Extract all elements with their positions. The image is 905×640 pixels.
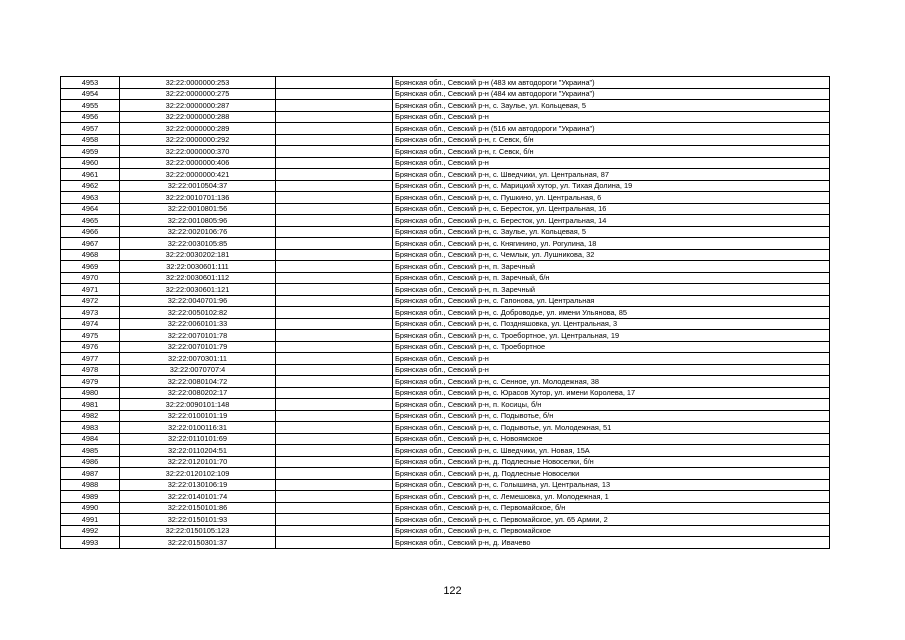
address-cell: Брянская обл., Севский р-н (393, 353, 830, 365)
table-row (61, 284, 830, 296)
table-row (61, 376, 830, 388)
cadastral-number-cell: 32:22:0010801:56 (120, 203, 276, 215)
table-row (61, 226, 830, 238)
cadastral-number-cell: 32:22:0000000:287 (120, 100, 276, 112)
cadastral-number-cell: 32:22:0010805:96 (120, 215, 276, 227)
address-cell: Брянская обл., Севский р-н, г. Севск, б/н (393, 146, 830, 158)
table-row (61, 525, 830, 537)
cadastral-number-cell: 32:22:0070101:78 (120, 330, 276, 342)
empty-cell (276, 353, 393, 365)
cadastral-number-cell: 32:22:0150101:93 (120, 514, 276, 526)
cadastral-number-cell: 32:22:0000000:253 (120, 77, 276, 89)
empty-cell (276, 387, 393, 399)
row-number-cell: 4968 (61, 249, 120, 261)
table-row (61, 422, 830, 434)
empty-cell (276, 537, 393, 549)
empty-cell (276, 146, 393, 158)
address-cell: Брянская обл., Севский р-н (393, 111, 830, 123)
row-number-cell: 4980 (61, 387, 120, 399)
table-row (61, 502, 830, 514)
table-row (61, 399, 830, 411)
table-row (61, 307, 830, 319)
cadastral-number-cell: 32:22:0000000:406 (120, 157, 276, 169)
row-number-cell: 4977 (61, 353, 120, 365)
cadastral-number-cell: 32:22:0030601:111 (120, 261, 276, 273)
registry-table (60, 76, 830, 549)
address-cell: Брянская обл., Севский р-н, с. Гапонова, ул. Центральная (393, 295, 830, 307)
address-cell: Брянская обл., Севский р-н, с. Чемлык, ул. Лушникова, 32 (393, 249, 830, 261)
cadastral-number-cell: 32:22:0130106:19 (120, 479, 276, 491)
row-number-cell: 4982 (61, 410, 120, 422)
row-number-cell: 4957 (61, 123, 120, 135)
empty-cell (276, 364, 393, 376)
table-row (61, 203, 830, 215)
cadastral-number-cell: 32:22:0020106:76 (120, 226, 276, 238)
address-cell: Брянская обл., Севский р-н, с. Юрасов Хутор, ул. имени Королева, 17 (393, 387, 830, 399)
cadastral-number-cell: 32:22:0150301:37 (120, 537, 276, 549)
empty-cell (276, 134, 393, 146)
table-row (61, 491, 830, 503)
table-row (61, 445, 830, 457)
table-row (61, 146, 830, 158)
empty-cell (276, 445, 393, 457)
address-cell: Брянская обл., Севский р-н, с. Сенное, ул. Молодежная, 38 (393, 376, 830, 388)
table-row (61, 341, 830, 353)
address-cell: Брянская обл., Севский р-н, п. Заречный (393, 261, 830, 273)
empty-cell (276, 100, 393, 112)
table-row (61, 514, 830, 526)
table-row (61, 433, 830, 445)
address-cell: Брянская обл., Севский р-н, п. Заречный (393, 284, 830, 296)
empty-cell (276, 111, 393, 123)
row-number-cell: 4965 (61, 215, 120, 227)
table-row (61, 295, 830, 307)
row-number-cell: 4991 (61, 514, 120, 526)
cadastral-number-cell: 32:22:0000000:289 (120, 123, 276, 135)
address-cell: Брянская обл., Севский р-н, д. Подлесные Новоселки, б/н (393, 456, 830, 468)
empty-cell (276, 479, 393, 491)
table-row (61, 134, 830, 146)
empty-cell (276, 123, 393, 135)
empty-cell (276, 433, 393, 445)
empty-cell (276, 491, 393, 503)
row-number-cell: 4971 (61, 284, 120, 296)
row-number-cell: 4988 (61, 479, 120, 491)
row-number-cell: 4959 (61, 146, 120, 158)
cadastral-number-cell: 32:22:0000000:288 (120, 111, 276, 123)
address-cell: Брянская обл., Севский р-н, с. Лемешовка, ул. Молодежная, 1 (393, 491, 830, 503)
row-number-cell: 4990 (61, 502, 120, 514)
address-cell: Брянская обл., Севский р-н, с. Новоямское (393, 433, 830, 445)
empty-cell (276, 261, 393, 273)
empty-cell (276, 88, 393, 100)
empty-cell (276, 249, 393, 261)
empty-cell (276, 514, 393, 526)
row-number-cell: 4961 (61, 169, 120, 181)
empty-cell (276, 307, 393, 319)
empty-cell (276, 341, 393, 353)
cadastral-number-cell: 32:22:0120102:109 (120, 468, 276, 480)
cadastral-number-cell: 32:22:0120101:70 (120, 456, 276, 468)
address-cell: Брянская обл., Севский р-н (393, 364, 830, 376)
table-row (61, 261, 830, 273)
address-cell: Брянская обл., Севский р-н, с. Первомайское, б/н (393, 502, 830, 514)
row-number-cell: 4981 (61, 399, 120, 411)
table-row (61, 479, 830, 491)
table-row (61, 272, 830, 284)
cadastral-number-cell: 32:22:0030601:112 (120, 272, 276, 284)
address-cell: Брянская обл., Севский р-н, с. Шведчики, ул. Новая, 15А (393, 445, 830, 457)
empty-cell (276, 203, 393, 215)
table-row (61, 88, 830, 100)
cadastral-number-cell: 32:22:0140101:74 (120, 491, 276, 503)
cadastral-number-cell: 32:22:0040701:96 (120, 295, 276, 307)
address-cell: Брянская обл., Севский р-н, п. Косицы, б/н (393, 399, 830, 411)
row-number-cell: 4987 (61, 468, 120, 480)
table-row (61, 192, 830, 204)
row-number-cell: 4984 (61, 433, 120, 445)
cadastral-number-cell: 32:22:0110101:69 (120, 433, 276, 445)
table-row (61, 77, 830, 89)
row-number-cell: 4975 (61, 330, 120, 342)
cadastral-number-cell: 32:22:0090101:148 (120, 399, 276, 411)
cadastral-number-cell: 32:22:0030105:85 (120, 238, 276, 250)
empty-cell (276, 468, 393, 480)
table-row (61, 468, 830, 480)
table-row (61, 387, 830, 399)
address-cell: Брянская обл., Севский р-н, с. Пушкино, ул. Центральная, 6 (393, 192, 830, 204)
row-number-cell: 4962 (61, 180, 120, 192)
table-row (61, 111, 830, 123)
cadastral-number-cell: 32:22:0000000:370 (120, 146, 276, 158)
empty-cell (276, 422, 393, 434)
cadastral-number-cell: 32:22:0080202:17 (120, 387, 276, 399)
cadastral-number-cell: 32:22:0070301:11 (120, 353, 276, 365)
empty-cell (276, 399, 393, 411)
empty-cell (276, 330, 393, 342)
registry-table-body (61, 77, 830, 549)
empty-cell (276, 157, 393, 169)
address-cell: Брянская обл., Севский р-н, с. Голышина, ул. Центральная, 13 (393, 479, 830, 491)
table-row (61, 330, 830, 342)
cadastral-number-cell: 32:22:0100116:31 (120, 422, 276, 434)
table-row (61, 318, 830, 330)
empty-cell (276, 318, 393, 330)
row-number-cell: 4983 (61, 422, 120, 434)
address-cell: Брянская обл., Севский р-н, д. Подлесные Новоселки (393, 468, 830, 480)
table-row (61, 353, 830, 365)
row-number-cell: 4992 (61, 525, 120, 537)
row-number-cell: 4955 (61, 100, 120, 112)
cadastral-number-cell: 32:22:0000000:421 (120, 169, 276, 181)
address-cell: Брянская обл., Севский р-н, г. Севск, б/н (393, 134, 830, 146)
row-number-cell: 4972 (61, 295, 120, 307)
cadastral-number-cell: 32:22:0030202:181 (120, 249, 276, 261)
row-number-cell: 4985 (61, 445, 120, 457)
address-cell: Брянская обл., Севский р-н, с. Марицкий хутор, ул. Тихая Долина, 19 (393, 180, 830, 192)
table-row (61, 364, 830, 376)
cadastral-number-cell: 32:22:0150105:123 (120, 525, 276, 537)
address-cell: Брянская обл., Севский р-н, с. Троебортное, ул. Центральная, 19 (393, 330, 830, 342)
table-row (61, 410, 830, 422)
address-cell: Брянская обл., Севский р-н, с. Доброводье, ул. имени Ульянова, 85 (393, 307, 830, 319)
table-row (61, 100, 830, 112)
row-number-cell: 4953 (61, 77, 120, 89)
row-number-cell: 4969 (61, 261, 120, 273)
empty-cell (276, 456, 393, 468)
address-cell: Брянская обл., Севский р-н, с. Подывотье, ул. Молодежная, 51 (393, 422, 830, 434)
table-row (61, 157, 830, 169)
row-number-cell: 4967 (61, 238, 120, 250)
empty-cell (276, 410, 393, 422)
row-number-cell: 4954 (61, 88, 120, 100)
empty-cell (276, 272, 393, 284)
address-cell: Брянская обл., Севский р-н (484 км автодороги "Украина") (393, 88, 830, 100)
row-number-cell: 4963 (61, 192, 120, 204)
address-cell: Брянская обл., Севский р-н (516 км автодороги "Украина") (393, 123, 830, 135)
row-number-cell: 4993 (61, 537, 120, 549)
cadastral-number-cell: 32:22:0060101:33 (120, 318, 276, 330)
cadastral-number-cell: 32:22:0000000:292 (120, 134, 276, 146)
address-cell: Брянская обл., Севский р-н (393, 157, 830, 169)
address-cell: Брянская обл., Севский р-н, с. Княгинино, ул. Рогулина, 18 (393, 238, 830, 250)
empty-cell (276, 226, 393, 238)
cadastral-number-cell: 32:22:0050102:82 (120, 307, 276, 319)
cadastral-number-cell: 32:22:0080104:72 (120, 376, 276, 388)
cadastral-number-cell: 32:22:0010504:37 (120, 180, 276, 192)
table-row (61, 456, 830, 468)
row-number-cell: 4979 (61, 376, 120, 388)
cadastral-number-cell: 32:22:0000000:275 (120, 88, 276, 100)
empty-cell (276, 192, 393, 204)
row-number-cell: 4973 (61, 307, 120, 319)
row-number-cell: 4986 (61, 456, 120, 468)
address-cell: Брянская обл., Севский р-н, с. Троебортное (393, 341, 830, 353)
address-cell: Брянская обл., Севский р-н, с. Первомайское, ул. 65 Армии, 2 (393, 514, 830, 526)
empty-cell (276, 376, 393, 388)
address-cell: Брянская обл., Севский р-н, с. Заулье, ул. Кольцевая, 5 (393, 100, 830, 112)
cadastral-number-cell: 32:22:0150101:86 (120, 502, 276, 514)
address-cell: Брянская обл., Севский р-н (483 км автодороги "Украина") (393, 77, 830, 89)
address-cell: Брянская обл., Севский р-н, д. Ивачево (393, 537, 830, 549)
empty-cell (276, 525, 393, 537)
address-cell: Брянская обл., Севский р-н, с. Подывотье, б/н (393, 410, 830, 422)
row-number-cell: 4960 (61, 157, 120, 169)
address-cell: Брянская обл., Севский р-н, с. Заулье, ул. Кольцевая, 5 (393, 226, 830, 238)
address-cell: Брянская обл., Севский р-н, с. Поздняшовка, ул. Центральная, 3 (393, 318, 830, 330)
empty-cell (276, 180, 393, 192)
cadastral-number-cell: 32:22:0010701:136 (120, 192, 276, 204)
table-row (61, 123, 830, 135)
row-number-cell: 4958 (61, 134, 120, 146)
row-number-cell: 4974 (61, 318, 120, 330)
address-cell: Брянская обл., Севский р-н, с. Береcток, ул. Центральная, 14 (393, 215, 830, 227)
cadastral-number-cell: 32:22:0110204:51 (120, 445, 276, 457)
cadastral-number-cell: 32:22:0070707:4 (120, 364, 276, 376)
empty-cell (276, 215, 393, 227)
cadastral-number-cell: 32:22:0070101:79 (120, 341, 276, 353)
empty-cell (276, 77, 393, 89)
page-number: 122 (443, 585, 462, 597)
empty-cell (276, 284, 393, 296)
row-number-cell: 4970 (61, 272, 120, 284)
empty-cell (276, 169, 393, 181)
row-number-cell: 4956 (61, 111, 120, 123)
empty-cell (276, 295, 393, 307)
row-number-cell: 4989 (61, 491, 120, 503)
address-cell: Брянская обл., Севский р-н, с. Береcток, ул. Центральная, 16 (393, 203, 830, 215)
address-cell: Брянская обл., Севский р-н, с. Первомайское (393, 525, 830, 537)
empty-cell (276, 502, 393, 514)
table-row (61, 537, 830, 549)
empty-cell (276, 238, 393, 250)
row-number-cell: 4978 (61, 364, 120, 376)
table-row (61, 169, 830, 181)
row-number-cell: 4976 (61, 341, 120, 353)
table-row (61, 180, 830, 192)
table-row (61, 249, 830, 261)
cadastral-number-cell: 32:22:0030601:121 (120, 284, 276, 296)
table-row (61, 238, 830, 250)
cadastral-number-cell: 32:22:0100101:19 (120, 410, 276, 422)
address-cell: Брянская обл., Севский р-н, п. Заречный, б/н (393, 272, 830, 284)
table-row (61, 215, 830, 227)
row-number-cell: 4966 (61, 226, 120, 238)
row-number-cell: 4964 (61, 203, 120, 215)
address-cell: Брянская обл., Севский р-н, с. Шведчики, ул. Центральная, 87 (393, 169, 830, 181)
